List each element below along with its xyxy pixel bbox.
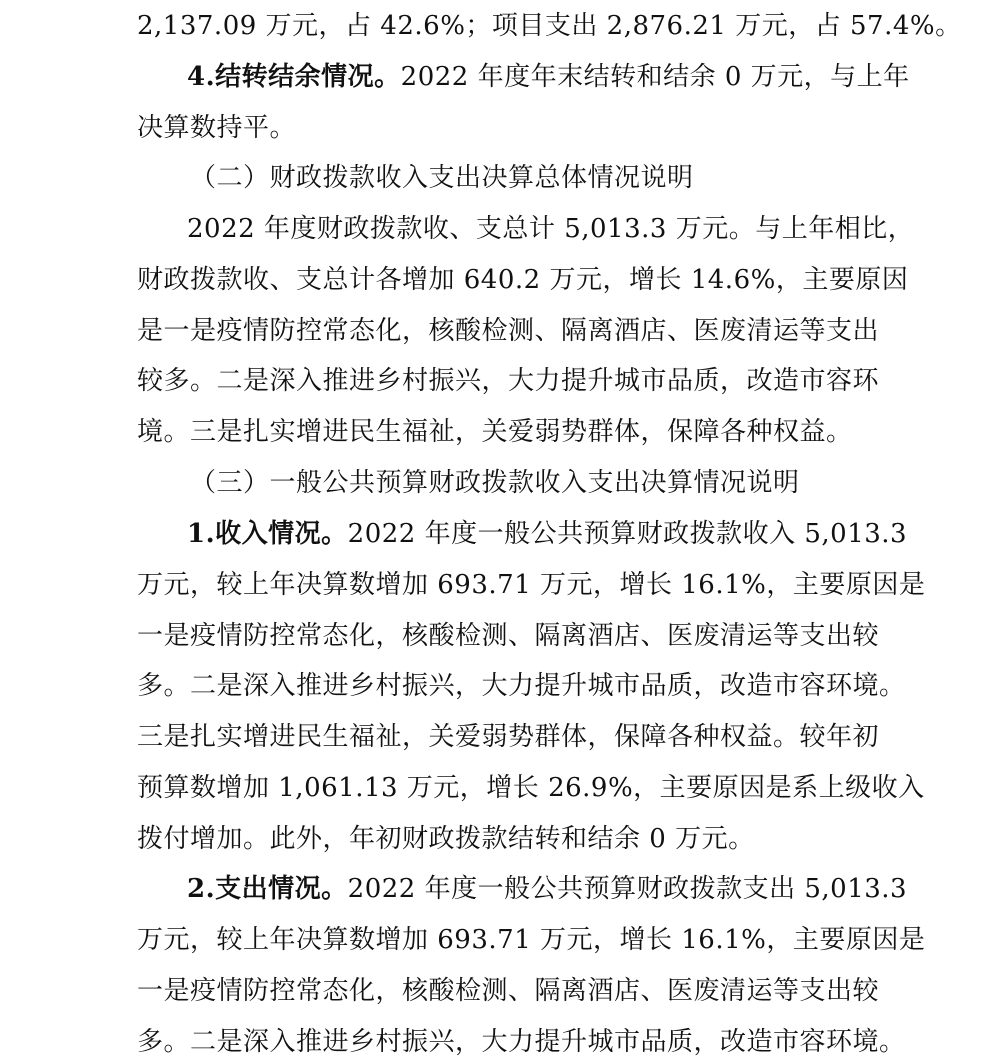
- paragraph-line: [137, 1022, 906, 1062]
- paragraph-line: [187, 514, 947, 554]
- line-text: 万元，较上年决算数增加 693.71 万元，增长 16.1%，主要原因是: [137, 925, 926, 955]
- line-text: 2022 年度财政拨款收、支总计 5,013.3 万元。与上年相比，: [187, 214, 915, 244]
- paragraph-line: [137, 412, 897, 452]
- paragraph-line: [187, 57, 947, 97]
- line-text: 万元，较上年决算数增加 693.71 万元，增长 16.1%，主要原因是: [137, 570, 926, 600]
- line-text: 较多。二是深入推进乡村振兴，大力提升城市品质，改造市容环: [137, 366, 880, 396]
- line-text: 2022 年度年末结转和结余 0 万元，与上年: [400, 62, 910, 92]
- line-text: 财政拨款收、支总计各增加 640.2 万元，增长 14.6%，主要原因: [137, 265, 909, 295]
- section-lead: 2.支出情况。: [187, 874, 348, 904]
- paragraph-line: [137, 361, 897, 401]
- line-text: 是一是疫情防控常态化，核酸检测、隔离酒店、医废清运等支出: [137, 316, 880, 346]
- line-text: 决算数持平。: [137, 113, 297, 143]
- paragraph-line: [137, 971, 897, 1011]
- paragraph-line: [137, 311, 897, 351]
- line-text: 多。二是深入推进乡村振兴，大力提升城市品质，改造市容环境。: [137, 1027, 906, 1057]
- line-text: 拨付增加。此外，年初财政拨款结转和结余 0 万元。: [137, 824, 755, 854]
- section-heading: [190, 158, 950, 198]
- paragraph-line: [137, 717, 897, 757]
- line-text: 多。二是深入推进乡村振兴，大力提升城市品质，改造市容环境。: [137, 671, 906, 701]
- heading-text: （二）财政拨款收入支出决算总体情况说明: [190, 163, 694, 193]
- paragraph-line: [137, 666, 906, 706]
- paragraph-line: [137, 819, 897, 859]
- paragraph-line: [137, 260, 909, 300]
- paragraph-line: [137, 920, 926, 960]
- section-lead: 4.结转结余情况。: [187, 62, 401, 92]
- paragraph-line: [187, 209, 947, 249]
- line-text: 一是疫情防控常态化，核酸检测、隔离酒店、医废清运等支出较: [137, 621, 880, 651]
- paragraph-line: [187, 869, 947, 909]
- line-text: 境。三是扎实增进民生福祉，关爱弱势群体，保障各种权益。: [137, 417, 853, 447]
- section-heading: [190, 463, 950, 503]
- paragraph-line: [137, 565, 926, 605]
- line-text: 预算数增加 1,061.13 万元，增长 26.9%，主要原因是系上级收入: [137, 773, 925, 803]
- paragraph-line: [137, 108, 897, 148]
- line-text: 一是疫情防控常态化，核酸检测、隔离酒店、医废清运等支出较: [137, 976, 880, 1006]
- line-text: 2022 年度一般公共预算财政拨款收入 5,013.3: [347, 519, 908, 549]
- section-lead: 1.收入情况。: [187, 519, 348, 549]
- line-text: 2022 年度一般公共预算财政拨款支出 5,013.3: [347, 874, 908, 904]
- line-text: 2,137.09 万元，占 42.6%；项目支出 2,876.21 万元，占 57.4%。: [137, 11, 962, 41]
- paragraph-line: [137, 768, 925, 808]
- paragraph-line: [137, 6, 962, 46]
- line-text: 三是扎实增进民生福祉，关爱弱势群体，保障各种权益。较年初: [137, 722, 880, 752]
- paragraph-line: [137, 616, 897, 656]
- heading-text: （三）一般公共预算财政拨款收入支出决算情况说明: [190, 468, 800, 498]
